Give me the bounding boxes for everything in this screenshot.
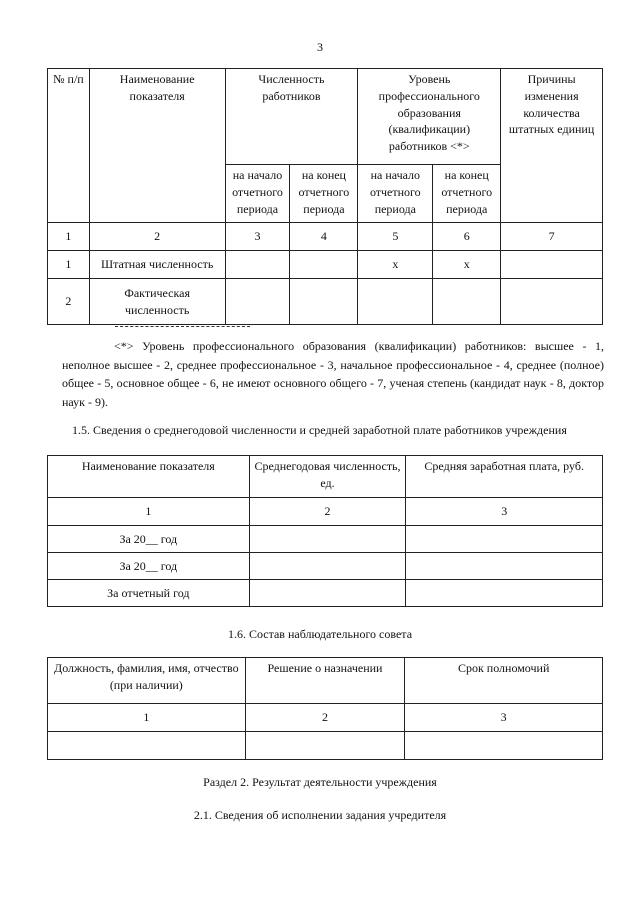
- col-num: 3: [406, 498, 603, 526]
- header-num: № п/п: [48, 69, 90, 223]
- header-avg-count: Среднегодовая численность, ед.: [249, 456, 406, 498]
- cell: [249, 553, 406, 580]
- col-num: 1: [48, 704, 246, 732]
- col-num: 2: [249, 498, 406, 526]
- footnote: <*> Уровень профессионального образования (квалификации) работников: высшее - 1, неполное высшее - 2, среднее профессиональное - 3, начальное профессиональное - 4, среднее (полное) общее - 5, основное общее - 6, не имеют основного общего - 7, ученая степень (кандидат наук - 8, доктор наук - 9).: [62, 339, 604, 409]
- sub-end: на конец отчетного периода: [433, 165, 501, 223]
- cell: [225, 279, 290, 325]
- table-row: [48, 553, 603, 580]
- header-level: Уровень профессионального образования (квалификации) работников <*>: [358, 69, 501, 165]
- cell: [249, 526, 406, 553]
- header-indicator: Наименование показателя: [48, 456, 250, 498]
- header-count: Численность работников: [225, 69, 358, 165]
- cell: x: [433, 251, 501, 279]
- col-number-row: [48, 223, 603, 251]
- header-reasons: Причины изменения количества штатных единиц: [501, 69, 603, 223]
- cell: [290, 279, 358, 325]
- sub-start: на начало отчетного периода: [225, 165, 290, 223]
- row-num: 1: [48, 251, 90, 279]
- table-row: [48, 279, 603, 325]
- row-label: За 20__ год: [48, 526, 250, 553]
- section-1-6-title: 1.6. Состав наблюдательного совета: [227, 627, 413, 641]
- col-num: 1: [48, 223, 90, 251]
- col-num: 1: [48, 498, 250, 526]
- header-position: Должность, фамилия, имя, отчество (при наличии): [48, 658, 246, 704]
- cell: [249, 580, 406, 607]
- staff-table: [47, 68, 603, 325]
- page-number: 3: [317, 40, 323, 54]
- row-num: 2: [48, 279, 90, 325]
- col-number-row: [48, 498, 603, 526]
- header-term: Срок полномочий: [405, 658, 603, 704]
- sub-start: на начало отчетного периода: [358, 165, 433, 223]
- cell: [405, 732, 603, 760]
- col-num: 5: [358, 223, 433, 251]
- table-row: [48, 580, 603, 607]
- cell: [290, 251, 358, 279]
- salary-table: [47, 455, 603, 607]
- row-name: Фактическая численность: [89, 279, 225, 325]
- cell: [245, 732, 405, 760]
- col-num: 4: [290, 223, 358, 251]
- board-table: [47, 657, 603, 760]
- col-num: 3: [405, 704, 603, 732]
- header-name: Наименование показателя: [89, 69, 225, 223]
- cell: [406, 553, 603, 580]
- cell: [406, 580, 603, 607]
- footnote-separator: [115, 326, 250, 327]
- section-2-title: Раздел 2. Результат деятельности учреждения: [203, 775, 437, 789]
- col-num: 3: [225, 223, 290, 251]
- table-row: [48, 251, 603, 279]
- cell: [501, 251, 603, 279]
- table-row: [48, 732, 603, 760]
- cell: [48, 732, 246, 760]
- row-label: За 20__ год: [48, 553, 250, 580]
- cell: x: [358, 251, 433, 279]
- row-name: Штатная численность: [89, 251, 225, 279]
- col-number-row: [48, 704, 603, 732]
- row-label: За отчетный год: [48, 580, 250, 607]
- sub-end: на конец отчетного периода: [290, 165, 358, 223]
- col-num: 2: [245, 704, 405, 732]
- cell: [501, 279, 603, 325]
- section-1-5-title: 1.5. Сведения о среднегодовой численности и средней заработной плате работников учреждения: [72, 423, 567, 437]
- header-avg-salary: Средняя заработная плата, руб.: [406, 456, 603, 498]
- cell: [433, 279, 501, 325]
- header-decision: Решение о назначении: [245, 658, 405, 704]
- cell: [225, 251, 290, 279]
- cell: [358, 279, 433, 325]
- cell: [406, 526, 603, 553]
- col-num: 7: [501, 223, 603, 251]
- col-num: 2: [89, 223, 225, 251]
- section-2-1-title: 2.1. Сведения об исполнении задания учредителя: [193, 808, 447, 822]
- col-num: 6: [433, 223, 501, 251]
- table-row: [48, 526, 603, 553]
